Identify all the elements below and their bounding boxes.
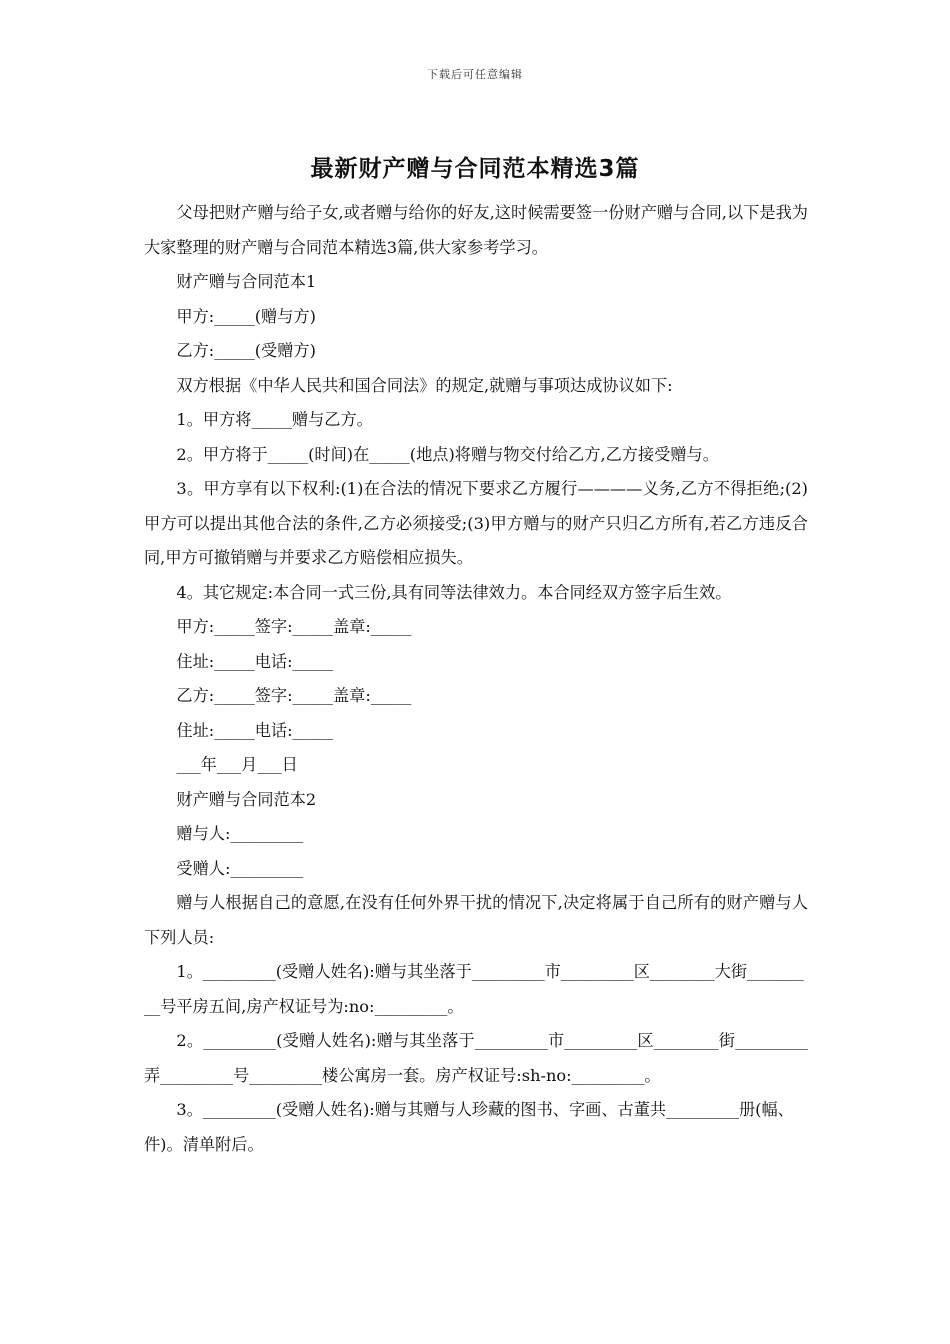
section-heading-template-1: 财产赠与合同范本1 <box>176 272 317 291</box>
donation-item-3: 3。_________(受赠人姓名):赠与其赠与人珍藏的图书、字画、古董共_________册(幅、件)。清单附后。 <box>144 1100 794 1154</box>
clause-3: 3。甲方享有以下权利:(1)在合法的情况下要求乙方履行————义务,乙方不得拒绝;(2)甲方可以提出其他合法的条件,乙方必须接受;(3)甲方赠与的财产只归乙方所有,若乙方违反合同,甲方可撤销赠与并要求乙方赔偿相应损失。 <box>144 479 808 567</box>
document-title: 最新财产赠与合同范本精选3篇 <box>310 156 640 182</box>
donation-item-2: 2。_________(受赠人姓名):赠与其坐落于_________市_________区________街_________弄_________号_________楼公寓房一套。房产权证号:sh-no:_________。 <box>144 1031 808 1085</box>
party-b-signature-line: 乙方:_____签字:_____盖章:_____ <box>176 686 412 705</box>
donation-item-1: 1。_________(受赠人姓名):赠与其坐落于_________市_________区________大街_________号平房五间,房产权证号为:no:_________。 <box>144 962 804 1016</box>
party-b-line: 乙方:_____(受赠方) <box>176 341 316 360</box>
section-heading-template-2: 财产赠与合同范本2 <box>176 789 317 809</box>
donation-preamble: 赠与人根据自己的意愿,在没有任何外界干扰的情况下,决定将属于自己所有的财产赠与人下列人员: <box>144 893 808 947</box>
header-note: 下载后可任意编辑 <box>427 68 523 81</box>
party-b-address-line: 住址:_____电话:_____ <box>176 720 333 740</box>
party-a-signature-line: 甲方:_____签字:_____盖章:_____ <box>176 617 412 636</box>
donee-line: 受赠人:_________ <box>176 858 304 878</box>
clause-2: 2。甲方将于_____(时间)在_____(地点)将赠与物交付给乙方,乙方接受赠与。 <box>176 444 719 464</box>
clause-1: 1。甲方将_____赠与乙方。 <box>176 410 373 429</box>
date-line: ___年___月___日 <box>176 755 298 774</box>
intro-paragraph: 父母把财产赠与给子女,或者赠与给你的好友,这时候需要签一份财产赠与合同,以下是我为大家整理的财产赠与合同范本精选3篇,供大家参考学习。 <box>144 203 808 257</box>
agreement-preamble: 双方根据《中华人民共和国合同法》的规定,就赠与事项达成协议如下: <box>176 375 673 395</box>
donor-line: 赠与人:_________ <box>176 824 304 843</box>
party-a-address-line: 住址:_____电话:_____ <box>176 651 333 671</box>
party-a-line: 甲方:_____(赠与方) <box>176 306 316 326</box>
document-body <box>144 196 808 1162</box>
clause-4: 4。其它规定:本合同一式三份,具有同等法律效力。本合同经双方签字后生效。 <box>176 582 732 602</box>
